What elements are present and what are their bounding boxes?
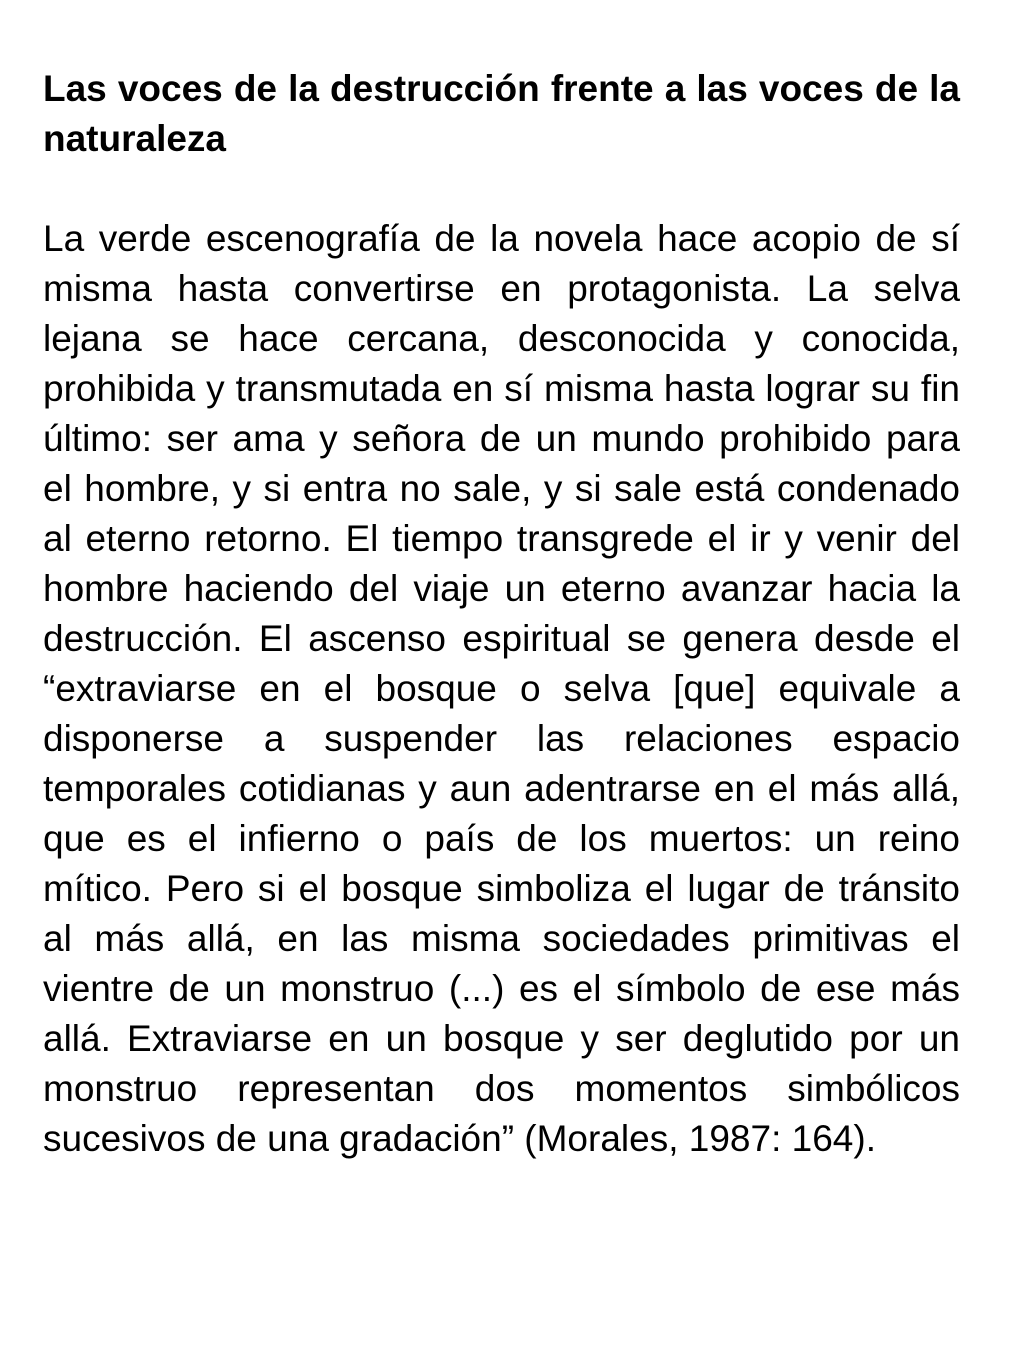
document-title: Las voces de la destrucción frente a las voces de la naturaleza	[43, 68, 960, 159]
document-page	[43, 64, 960, 1164]
body-paragraph: La verde escenografía de la novela hace acopio de sí misma hasta convertirse en protagonista. La selva lejana se hace cercana, desconocida y conocida, prohibida y transmutada en sí misma hasta lograr su fin último: ser ama y señora de un mundo prohibido para el hombre, y si entra no sale, y si sale está condenado al eterno retorno. El tiempo transgrede el ir y venir del hombre haciendo del viaje un eterno avanzar hacia la destrucción. El ascenso espiritual se genera desde el “extraviarse en el bosque o selva [que] equivale a disponerse a suspender las relaciones espacio temporales cotidianas y aun adentrarse en el más allá, que es el infierno o país de los muertos: un reino mítico. Pero si el bosque simboliza el lugar de tránsito al más allá, en las misma sociedades primitivas el vientre de un monstruo (...) es el símbolo de ese más allá. Extraviarse en un bosque y ser deglutido por un monstruo representan dos momentos simbólicos sucesivos de una gradación” (Morales, 1987: 164).	[43, 218, 960, 1159]
